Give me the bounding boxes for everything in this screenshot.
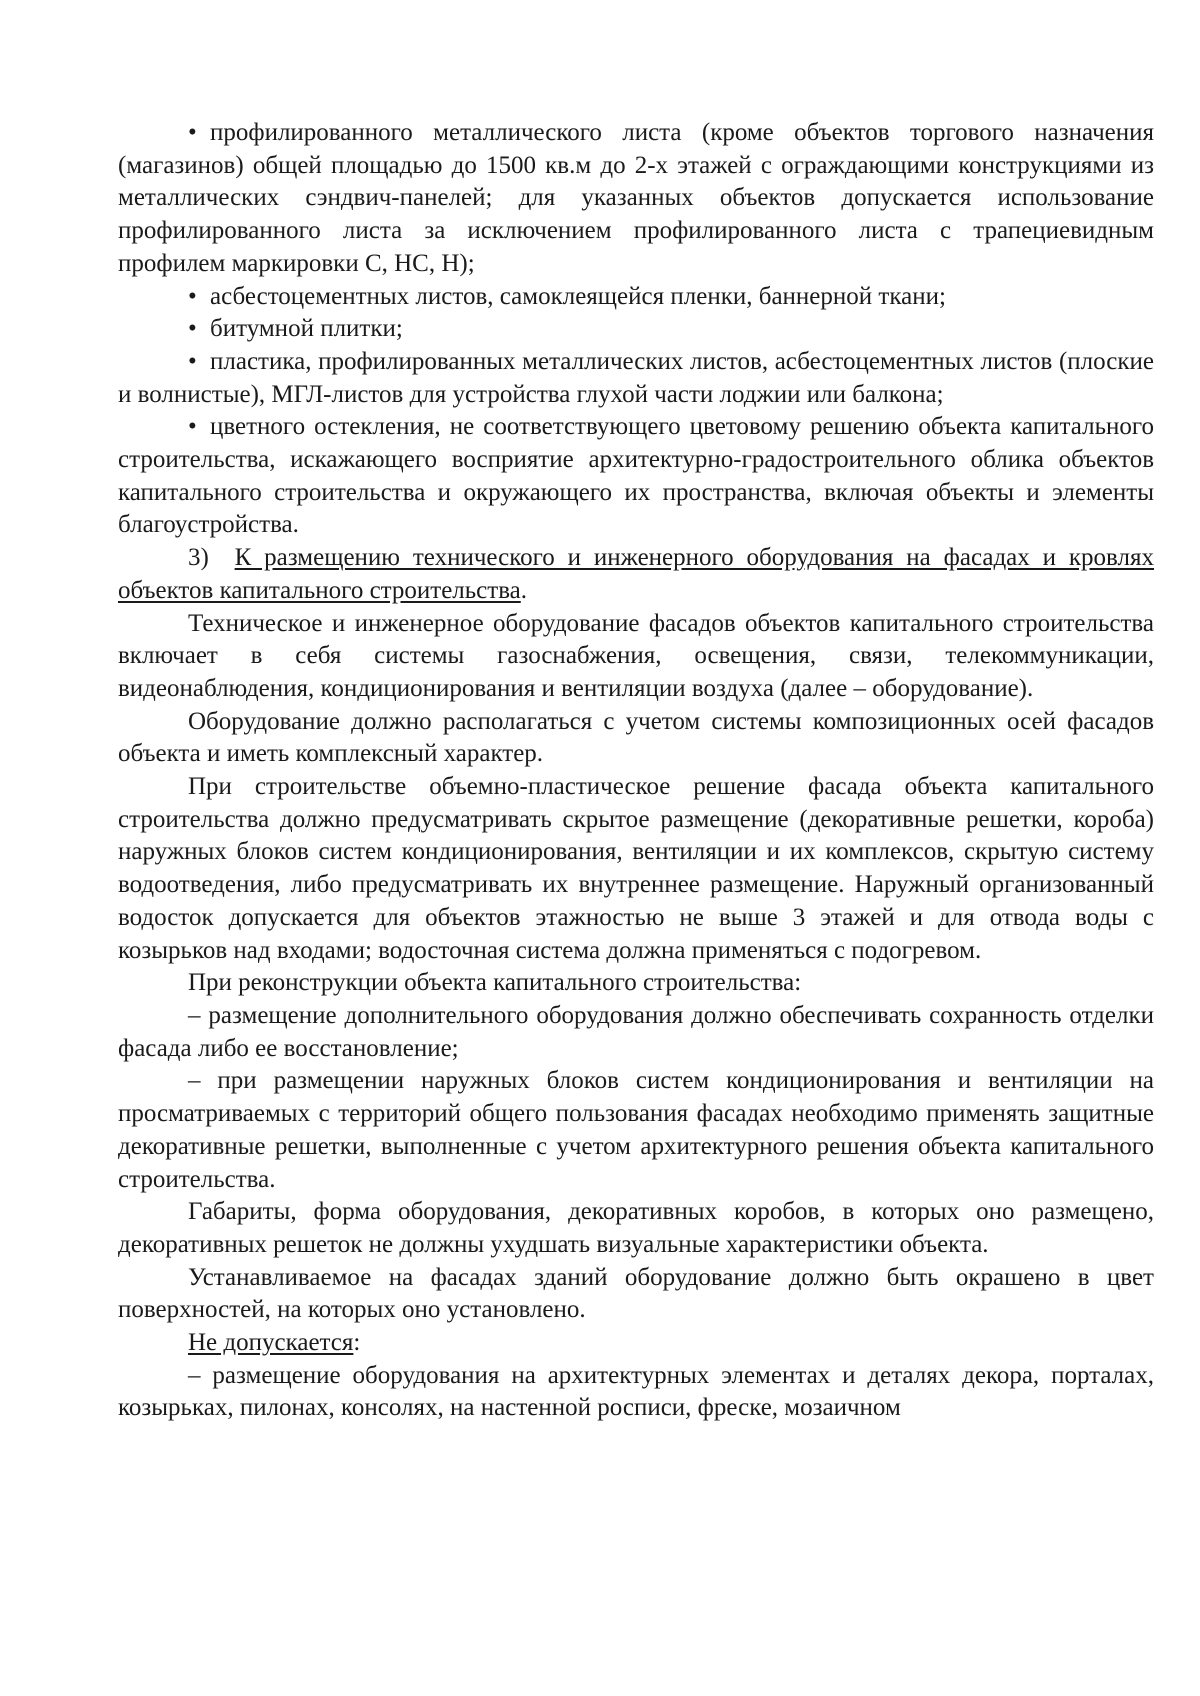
paragraph: – при размещении наружных блоков систем кондиционирования и вентиляции на просматриваемых с территорий общего пользования фасадах необходимо применять защитные декоративные решетки, выполненные с учетом архитектурного решения объекта капитального строительства. — [118, 1067, 1154, 1193]
document-body — [118, 117, 1154, 1425]
list-item — [118, 281, 1154, 314]
list-item — [118, 346, 1154, 411]
paragraph: При реконструкции объекта капитального строительства: — [188, 969, 802, 997]
bullet-marker: • — [188, 282, 197, 310]
paragraph: – размещение дополнительного оборудования должно обеспечивать сохранность отделки фасада либо ее восстановление; — [118, 1001, 1154, 1062]
list-item — [118, 313, 1154, 346]
list-item-text: асбестоцементных листов, самоклеящейся пленки, баннерной ткани; — [210, 282, 946, 310]
bullet-marker: • — [188, 315, 197, 343]
prohibition-heading-text: Не допускается — [188, 1329, 354, 1357]
list-item-text: профилированного металлического листа (кроме объектов торгового назначения (магазинов) общей площадью до 1500 кв.м до 2-х этажей с ограждающими конструкциями из металлических сэндвич-панелей; для указанных объектов допускается использование профилированного листа за исключением профилированного листа с трапециевидным профилем маркировки С, НС, Н); — [118, 119, 1154, 277]
section-title-punctuation: . — [520, 576, 528, 604]
list-item-text: пластика, профилированных металлических листов, асбестоцементных листов (плоские и волнистые), МГЛ-листов для устройства глухой части лоджии или балкона; — [118, 347, 1154, 408]
prohibition-heading-colon: : — [353, 1329, 361, 1357]
section-number: 3) — [188, 544, 209, 572]
section-heading — [118, 542, 1154, 607]
list-item-text: битумной плитки; — [210, 315, 403, 343]
paragraph: Габариты, форма оборудования, декоративных коробов, в которых оно размещено, декоративных решеток не должны ухудшать визуальные характеристики объекта. — [118, 1198, 1154, 1258]
list-item-text: цветного остекления, не соответствующего цветовому решению объекта капитального строительства, искажающего восприятие архитектурно-градостроительного облика объектов капитального строительства и окружающего их пространства, включая объекты и элементы благоустройства. — [118, 413, 1154, 539]
paragraph: Оборудование должно располагаться с учетом системы композиционных осей фасадов объекта и иметь комплексный характер. — [118, 707, 1154, 768]
prohibition-heading — [118, 1327, 1154, 1360]
section-title: К размещению технического и инженерного оборудования на фасадах и кровлях объектов капитального строительства — [118, 544, 1155, 604]
paragraph: – размещение оборудования на архитектурных элементах и деталях декора, порталах, козырьках, пилонах, консолях, на настенной росписи, фреске, мозаичном — [118, 1361, 1154, 1422]
bullet-marker: • — [188, 413, 197, 441]
bullet-marker: • — [188, 347, 197, 375]
paragraph: Техническое и инженерное оборудование фасадов объектов капитального строительства включает в себя системы газоснабжения, освещения, связи, телекоммуникации, видеонаблюдения, кондиционирования и вентиляции воздуха (далее – оборудование). — [118, 609, 1154, 702]
list-item — [118, 411, 1154, 542]
paragraph: При строительстве объемно-пластическое решение фасада объекта капитального строительства должно предусматривать скрытое размещение (декоративные решетки, короба) наружных блоков систем кондиционирования, вентиляции и их комплексов, скрытую систему водоотведения, либо предусматривать их внутреннее размещение. Наружный организованный водосток допускается для объектов этажностью не выше 3 этажей и для отвода воды с козырьков над входами; водосточная система должна применяться с подогревом. — [118, 773, 1154, 964]
list-item — [118, 117, 1154, 281]
paragraph: Устанавливаемое на фасадах зданий оборудование должно быть окрашено в цвет поверхностей, на которых оно установлено. — [118, 1263, 1154, 1324]
bullet-marker: • — [188, 119, 197, 146]
